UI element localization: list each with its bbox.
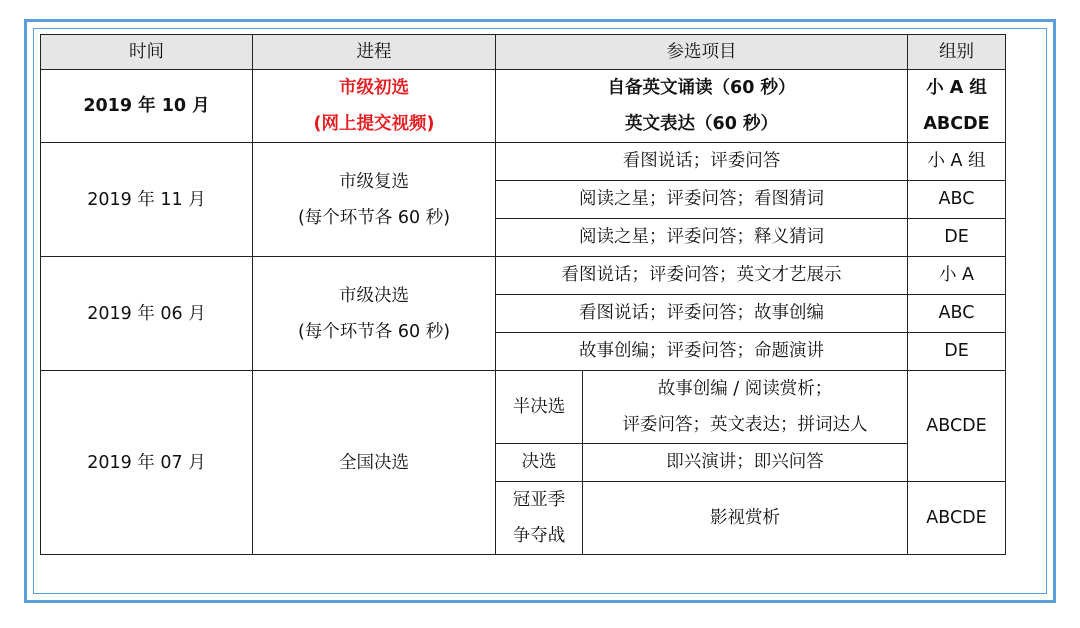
sub-stage-line-1: 冠亚季 [512,490,566,510]
sub-stage-label: 半决选 [496,371,583,444]
stage-cell [253,143,496,257]
items-line-2: 评委问答；英文表达；拼词达人 [622,415,868,435]
group-cell: DE [908,333,1006,371]
sub-stage-label: 决选 [496,444,583,482]
group-cell: 小 A [908,257,1006,295]
stage-line-2: (网上提交视频) [313,114,435,134]
stage-line-2: (每个环节各 60 秒) [297,321,451,342]
header-time: 时间 [41,35,253,70]
table-row [41,257,1006,295]
items-cell [496,70,908,143]
stage-cell [253,257,496,371]
time-cell: 2019 年 07 月 [41,371,253,555]
time-cell: 2019 年 06 月 [41,257,253,371]
stage-cell: 全国决选 [253,371,496,555]
group-cell: ABCDE [908,371,1006,482]
group-cell: ABC [908,181,1006,219]
sub-stage-label [496,482,583,555]
items-cell: 阅读之星；评委问答；看图猜词 [496,181,908,219]
group-cell: 小 A 组 [908,143,1006,181]
header-items: 参选项目 [496,35,908,70]
group-cell: ABC [908,295,1006,333]
header-stage: 进程 [253,35,496,70]
stage-line-1: 市级决选 [339,285,409,306]
items-cell: 看图说话；评委问答；英文才艺展示 [496,257,908,295]
header-group: 组别 [908,35,1006,70]
items-line-2: 英文表达（60 秒） [625,114,778,134]
stage-cell [253,70,496,143]
header-row [41,35,1006,70]
time-cell: 2019 年 11 月 [41,143,253,257]
sub-stage-line-2: 争夺战 [512,526,566,546]
time-cell: 2019 年 10 月 [41,70,253,143]
stage-line-1: 市级初选 [339,78,409,98]
inner-frame [33,28,1047,594]
stage-line-1: 市级复选 [339,171,409,192]
items-cell: 故事创编；评委问答；命题演讲 [496,333,908,371]
items-cell [583,371,908,444]
items-line-1: 故事创编 / 阅读赏析； [657,379,833,399]
group-cell [908,70,1006,143]
items-cell: 影视赏析 [583,482,908,555]
items-cell: 即兴演讲；即兴问答 [583,444,908,482]
outer-frame [24,19,1056,603]
table-row [41,143,1006,181]
group-line-2: ABCDE [923,114,990,134]
items-cell: 看图说话；评委问答；故事创编 [496,295,908,333]
table-row [41,70,1006,143]
items-line-1: 自备英文诵读（60 秒） [607,78,796,98]
group-cell: ABCDE [908,482,1006,555]
group-line-1: 小 A 组 [926,78,987,98]
competition-schedule-table [40,34,1006,555]
group-cell: DE [908,219,1006,257]
table-row [41,371,1006,444]
items-cell: 看图说话；评委问答 [496,143,908,181]
items-cell: 阅读之星；评委问答；释义猜词 [496,219,908,257]
stage-line-2: (每个环节各 60 秒) [297,207,451,228]
